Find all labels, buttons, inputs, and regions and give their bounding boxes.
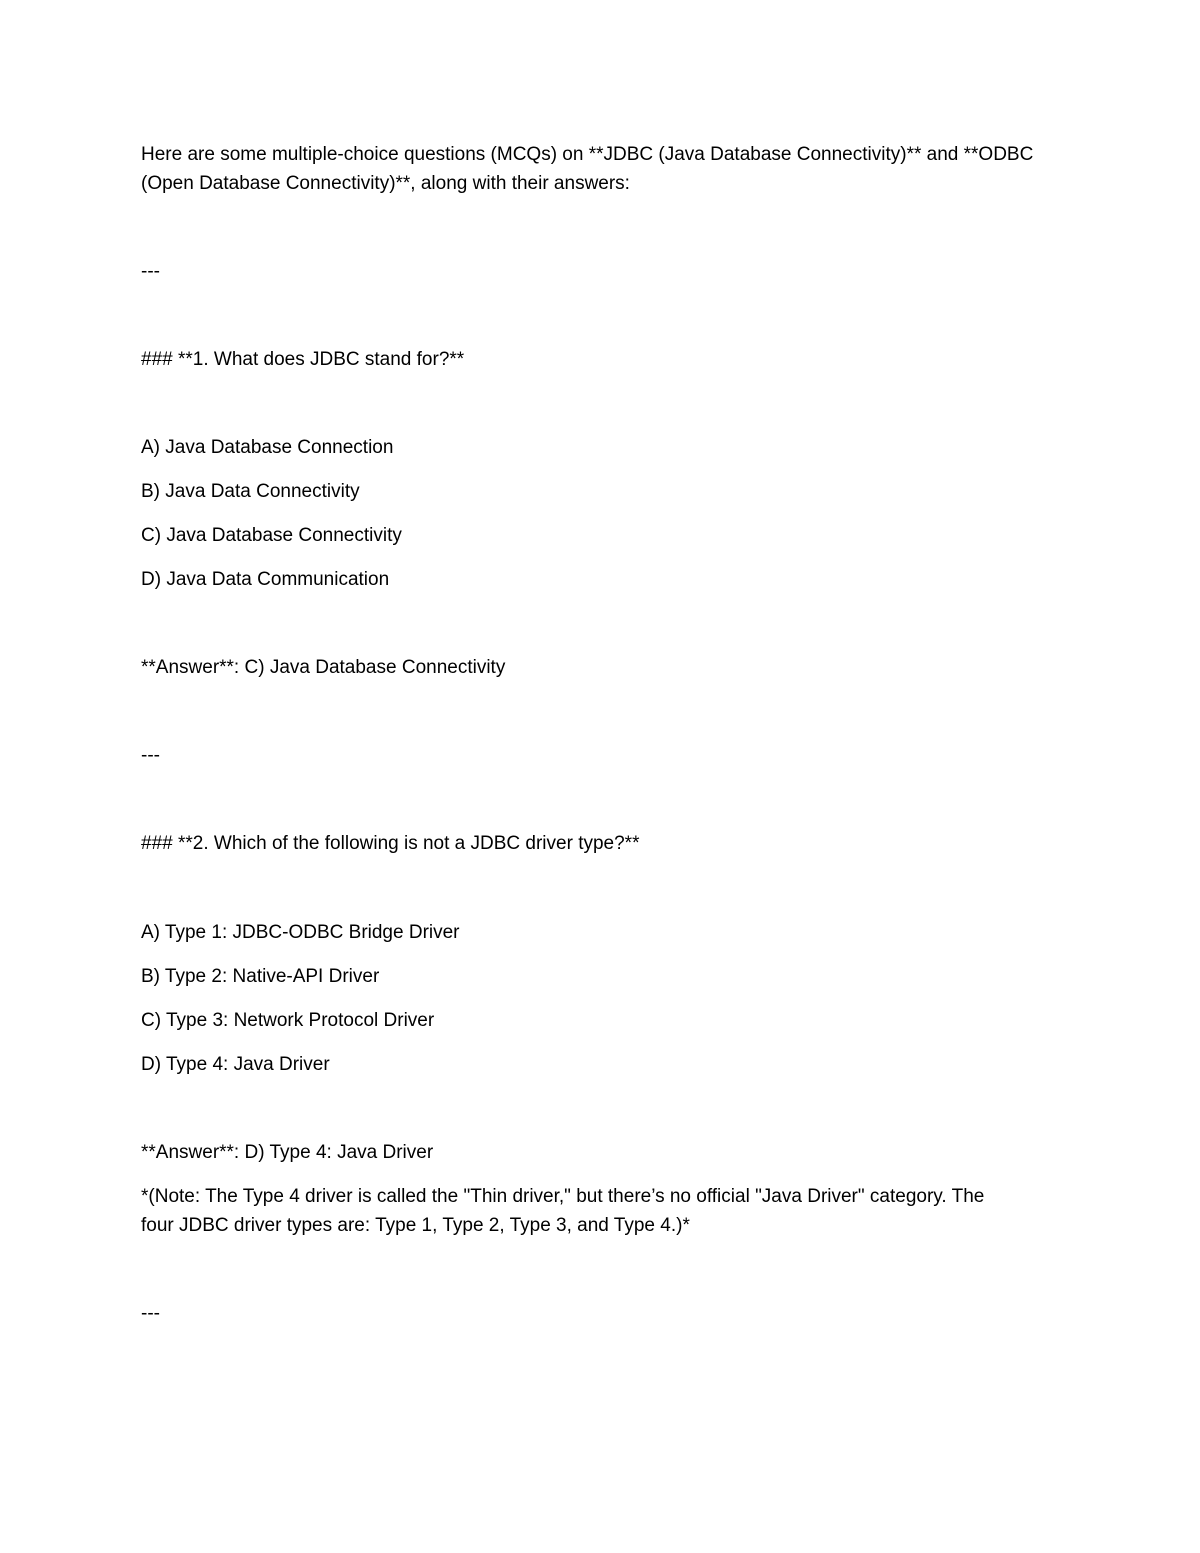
question-2-heading: ### **2. Which of the following is not a JDBC driver type?**	[141, 833, 640, 854]
question-2-note-line-2: four JDBC driver types are: Type 1, Type 2, Type 3, and Type 4.)*	[141, 1215, 690, 1236]
separator-1: ---	[141, 261, 160, 282]
question-1-option-b: B) Java Data Connectivity	[141, 481, 360, 502]
question-2-note-line-1: *(Note: The Type 4 driver is called the "Thin driver," but there’s no official "Java Driver" category. The	[141, 1186, 985, 1207]
question-2-answer: **Answer**: D) Type 4: Java Driver	[141, 1142, 434, 1163]
question-2-option-a: A) Type 1: JDBC-ODBC Bridge Driver	[141, 922, 460, 943]
separator-2: ---	[141, 745, 160, 766]
intro-line-2: (Open Database Connectivity)**, along with their answers:	[141, 173, 630, 194]
question-2-option-c: C) Type 3: Network Protocol Driver	[141, 1010, 435, 1031]
question-2-option-d: D) Type 4: Java Driver	[141, 1054, 330, 1075]
question-2-option-b: B) Type 2: Native-API Driver	[141, 966, 380, 987]
intro-line-1: Here are some multiple-choice questions (MCQs) on **JDBC (Java Database Connectivity)** and **ODBC	[141, 144, 1034, 165]
question-1-heading: ### **1. What does JDBC stand for?**	[141, 349, 465, 370]
question-1-answer: **Answer**: C) Java Database Connectivity	[141, 657, 506, 678]
question-1-option-a: A) Java Database Connection	[141, 437, 394, 458]
question-1-option-c: C) Java Database Connectivity	[141, 525, 402, 546]
question-1-option-d: D) Java Data Communication	[141, 569, 390, 590]
separator-3: ---	[141, 1303, 160, 1324]
